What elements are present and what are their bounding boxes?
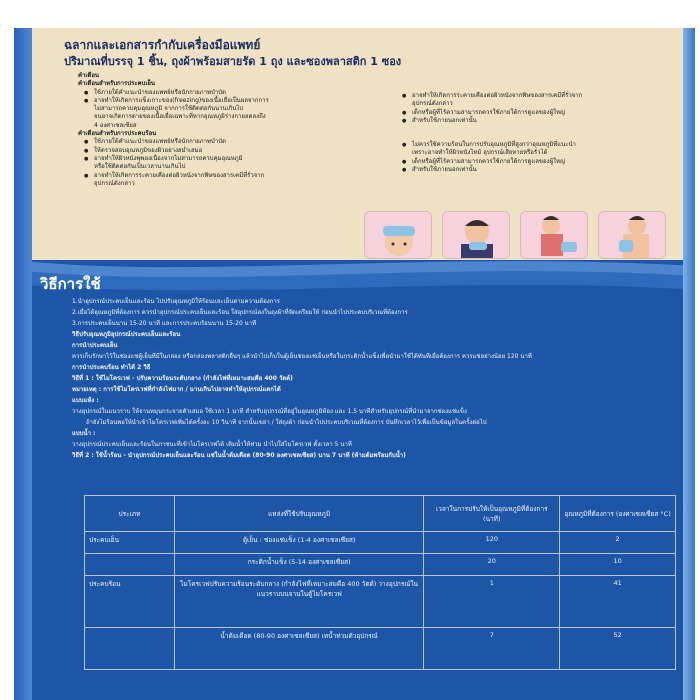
package-contents: ปริมาณที่บรรจุ 1 ชิ้น, ถุงผ้าพร้อมสายรัด 1 ถุง และซองพลาสติก 1 ซอง bbox=[64, 55, 402, 68]
hot-warning-item: ● ไม่ควรใช้ความร้อนในการปรับอุณหภูมิที่สูงกว่าอุณหภูมิที่แนะนำ bbox=[392, 141, 677, 149]
usage-heading: วิธีการใช้ bbox=[40, 275, 101, 293]
hot-warning-item: ● เด็กหรือผู้ที่ไร้ความสามารถควรใช้ภายใต้การดูแลของผู้ใหญ่ bbox=[392, 158, 677, 166]
cell-time: 20 bbox=[424, 554, 560, 576]
cold-warning-item: ● อาจทำให้เกิดการระคายเคืองต่อผิวหนังจากพิษของสารเคมีที่รั่วจาก bbox=[392, 92, 677, 100]
usage-subheading: วิธีปรับอุณหภูมิอุปกรณ์ประคบเย็นและร้อน bbox=[72, 331, 181, 338]
usage-instructions bbox=[72, 296, 682, 461]
cell-temp: 52 bbox=[560, 628, 676, 670]
package-panel bbox=[14, 28, 695, 700]
hot-warning-item: หรือใช้ติดต่อกันเป็นเวลานานเกินไป bbox=[94, 163, 186, 171]
cold-warning-item: ● เด็กหรือผู้ที่ไร้ความสามารถควรใช้ภายใต้การดูแลของผู้ใหญ่ bbox=[392, 109, 677, 117]
usage-subheading: การนำประคบเย็น bbox=[72, 342, 118, 349]
hot-warning-item: อุปกรณ์ดังกล่าว bbox=[94, 179, 135, 187]
cold-warning-item: ● อาจทำให้เกิดการแข็งเกาะของ(freezing)ของเนื้อเยื่อเป็นผลจากการ bbox=[74, 97, 374, 105]
usage-subheading: แบบแห้ง : bbox=[72, 397, 99, 404]
cold-warning-item: 4 องศาเซลเซียส bbox=[94, 121, 137, 129]
cold-warning-item: อุปกรณ์ดังกล่าว bbox=[412, 100, 453, 108]
hot-warning-item: ● ใช้ภายใต้คำแนะนำของแพทย์หรือนักกายภาพบำบัด bbox=[74, 138, 374, 146]
usage-step: 2.เมื่อได้อุณหภูมิที่ต้องการ ควรนำอุปกรณ์ประคบเย็นและร้อน ใส่อุปกรณ์ลงในถุงผ้าที่จัดเตรียมให้ ก่อนนำไปประคบบริเวณที่ต้องการ bbox=[72, 309, 408, 316]
usage-step: วางอุปกรณ์ในแนวราบ ให้จานหมุนกระจายตัวเสมอ ใช้เวลา 1 นาที สำหรับอุปกรณ์ที่อยู่ในอุณหภูมิห้อง และ 1.5 นาทีสำหรับอุปกรณ์ที่นำมาจากช่องแช่แข็ง bbox=[72, 408, 467, 415]
cell-time: 7 bbox=[424, 628, 560, 670]
cell-source: น้ำต้มเดือด (80-90 องศาเซลเซียส) เทน้ำท่วมตัวอุปกรณ์ bbox=[174, 628, 424, 670]
cell-temp: 41 bbox=[560, 576, 676, 628]
back-compress-icon bbox=[598, 211, 666, 259]
table-row bbox=[85, 554, 676, 576]
usage-step: 1.นำอุปกรณ์ประคบเย็นและร้อน ไปปรับอุณหภูมิให้ร้อนและเย็นตามความต้องการ bbox=[72, 298, 280, 305]
cell-time: 120 bbox=[424, 532, 560, 554]
header-time: เวลาในการปรับให้เป็นอุณหภูมิที่ต้องการ (นาที) bbox=[424, 496, 560, 532]
usage-subheading: การนำประคบร้อน ทำได้ 2 วิธี bbox=[72, 364, 151, 371]
warnings-heading: คำเตือน bbox=[78, 72, 100, 79]
cell-type: ประคบเย็น bbox=[85, 532, 175, 554]
document-title: ฉลากและเอกสารกำกับเครื่องมือแพทย์ bbox=[64, 38, 261, 52]
cold-warnings-heading: คำเตือนสำหรับการประคบเย็น bbox=[78, 80, 156, 88]
usage-note: หมายเหตุ : การใช้ไมโครเวฟที่กำลังไฟมาก / นานเกินไปอาจทำให้อุปกรณ์แตกได้ bbox=[72, 386, 281, 393]
cold-warning-item: ● ใช้ภายใต้คำแนะนำของแพทย์หรือนักกายภาพบำบัด bbox=[74, 89, 374, 97]
hot-warning-item: ● สำหรับใช้ภายนอกเท่านั้น bbox=[392, 166, 677, 174]
table-row bbox=[85, 628, 676, 670]
temperature-table bbox=[84, 495, 676, 670]
usage-step: ถ้ายังไม่ร้อนพอให้นำเข้าไมโครเวฟเพิ่มได้ครั้งละ 10 วินาที จากนั้นเขย่า / ใส่ถุงผ้า ก่อนนำไปประคบบริเวณที่ต้องการ บันทึกเวลาไว้เพื่อเป็นข้อมูลในครั้งต่อไป bbox=[86, 419, 487, 426]
warnings-right-column bbox=[392, 72, 677, 174]
cold-warning-item: จนอาจเกิดการตายของเนื้อเยื่อเฉพาะที่หากอุณหภูมิร่างกายลดลงถึง bbox=[94, 113, 266, 121]
neck-compress-icon bbox=[442, 211, 510, 259]
box-edge-left bbox=[14, 28, 32, 700]
hot-warnings-heading: คำเตือนสำหรับการประคบร้อน bbox=[78, 130, 157, 138]
cell-time: 1 bbox=[424, 576, 560, 628]
cell-temp: 2 bbox=[560, 532, 676, 554]
cell-source: ไมโครเวฟปรับความร้อนระดับกลาง (กำลังไฟที่เหมาะสมคือ 400 วัตต์) วางอุปกรณ์ในแนวราบบนจานในตู้ไมโครเวฟ bbox=[174, 576, 424, 628]
warnings-left-column bbox=[74, 72, 374, 188]
table-row bbox=[85, 532, 676, 554]
usage-step: ควรเก็บรักษาไว้ในช่องแช่ตู้เย็นที่มีในกล่อง หรือกล่องพลาสติกอื่นๆ แล้วนำไปเก็บในตู้เย็นช่องแช่เย็นหรือในกระติกน้ำแข็งเพื่อนำมาใช้ได้ทันทีเมื่อต้องการ ควรแช่อย่างน้อย 120 นาที bbox=[72, 353, 532, 360]
cell-source: ตู้เย็น : ช่องแช่แข็ง (1-4 องศาเซลเซียส) bbox=[174, 532, 424, 554]
usage-subheading: แบบน้ำ : bbox=[72, 430, 96, 437]
hot-warning-item: เพราะอาจทำให้ผิวหนังไหม้ อุปกรณ์เสียหายหรือรั่วได้ bbox=[412, 149, 548, 157]
usage-step: วางอุปกรณ์ประคบเย็นและร้อนในภาชนะที่เข้าไมโครเวฟได้ เติมน้ำให้ท่วม นำไปใส่ไมโครเวฟ ตั้งเวลา 5 นาที bbox=[72, 441, 352, 448]
cell-source: กระติกน้ำแข็ง (5-14 องศาเซลเซียส) bbox=[174, 554, 424, 576]
cell-type bbox=[85, 554, 175, 576]
box-edge-right bbox=[683, 28, 695, 700]
cell-type bbox=[85, 628, 175, 670]
hot-warning-item: ● อาจทำให้เกิดการระคายเคืองต่อผิวหนังจากพิษของสารเคมีที่รั่วจาก bbox=[74, 172, 374, 180]
hot-warning-item: ● ให้ตรวจสอบอุณหภูมิของผิวอย่างสม่ำเสมอ bbox=[74, 147, 374, 155]
cold-warning-item: ไม่สามารถควบคุมอุณหภูมิ จากการใช้ติดต่อกันนานเกินไป bbox=[94, 105, 244, 113]
header-type: ประเภท bbox=[85, 496, 175, 532]
usage-step: วิธีที่ 2 : ใช้น้ำร้อน - นำอุปกรณ์ประคบเย็นและร้อน แช่ในน้ำต้มเดือด (80-90 องศาเซลเซียส) นาน 7 นาที (ห้ามต้มพร้อมกับน้ำ) bbox=[72, 452, 406, 459]
usage-illustrations bbox=[364, 211, 670, 259]
usage-step: วิธีที่ 1 : ใช้ไมโครเวฟ - ปรับความร้อนระดับกลาง (กำลังไฟที่เหมาะสมคือ 400 วัตต์) bbox=[72, 375, 293, 382]
cell-temp: 10 bbox=[560, 554, 676, 576]
cold-warning-item: ● สำหรับใช้ภายนอกเท่านั้น bbox=[392, 117, 677, 125]
usage-step: 3.การประคบเย็นนาน 15-20 นาที และการประคบร้อนนาน 15-20 นาที bbox=[72, 320, 257, 327]
table-row bbox=[85, 576, 676, 628]
header-source: แหล่งที่ใช้ปรับอุณหภูมิ bbox=[174, 496, 424, 532]
forehead-compress-icon bbox=[364, 211, 432, 259]
header-temp: อุณหภูมิที่ต้องการ (องศาเซลเซียส °C) bbox=[560, 496, 676, 532]
hot-warning-item: ● อาจทำให้ผิวหนังพุพองเนื่องจากไม่สามารถควบคุมอุณหภูมิ bbox=[74, 155, 374, 163]
table-header-row bbox=[85, 496, 676, 532]
knee-compress-icon bbox=[520, 211, 588, 259]
cell-type: ประคบร้อน bbox=[85, 576, 175, 628]
